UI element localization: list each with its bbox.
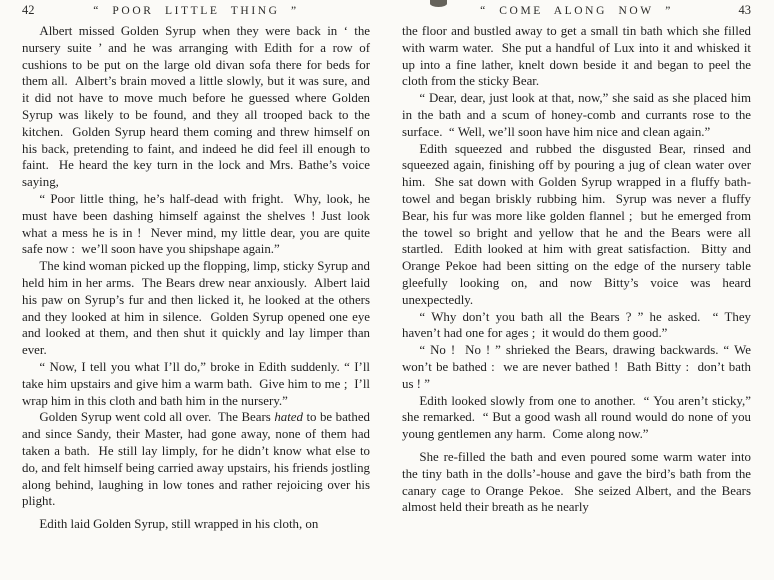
text-run: “ Poor little thing, he’s half-dead with fright. Why, look, he must have been dashing himself against the shelves ! Just look what a mess he is in ! Never mind, my little dear, you are quite safe now : we’ll soon have you shipshape again.” [22,191,370,257]
text-run: Albert missed Golden Syrup when they were back in ‘ the nursery suite ’ and he was arranging with Edith for a row of cushions to be put on the large old divan sofa there for beds for them all. Albert’s brain moved a little slowly, but it was sure, and it did not have to move much before he guessed where Golden Syrup was likely to be found, and they all trooped back to the kitchen. Golden Syrup heard them coming and threw himself on his back, pretending to faint, and indeed he did feel ill enough to faint. He heard the key turn in the lock and Mrs. Bathe’s voice saying, [22,24,370,190]
text-run: She re-filled the bath and even poured some warm water into the tiny bath in the dolls’-house and gave the bird’s bath from the canary cage to Orange Pekoe. She seized Albert, and the Bears almost held their breath as he nearly [402,449,751,515]
page-number-left: 42 [22,3,35,17]
left-page-text [22,23,370,533]
paragraph [402,342,751,392]
running-title-left: “ POOR LITTLE THING ” [93,5,299,17]
text-run: to be bathed and since Sandy, their Master, had gone away, none of them had taken a bath. He still lay limply, for he didn’t know what else to do, and felt himself being carried away upstairs, his friends jostling along behind, laughing in low tones and rather rejoicing over his plight. [22,410,370,509]
italic-text: hated [274,410,303,425]
text-run: the floor and bustled away to get a small tin bath which she filled with warm water. She put a handful of Lux into it and whisked it up into a fine lather, knelt down beside it and began to peel the cloth from the sticky Bear. [402,24,751,89]
right-page [387,0,774,580]
paragraph [402,449,751,516]
paragraph [22,409,370,510]
text-run: “ Why don’t you bath all the Bears ? ” he asked. “ They haven’t had one for ages ; it would do them good.” [402,309,751,341]
paragraph [22,191,370,258]
running-title-right: “ COME ALONG NOW ” [480,5,673,17]
page-number-right: 43 [738,3,751,17]
paragraph [402,23,751,90]
ink-smudge-artifact [430,0,447,7]
paragraph [22,23,370,191]
paragraph [402,309,751,343]
left-page-header [22,3,370,23]
right-page-text [402,23,751,516]
text-run: “ Dear, dear, just look at that, now,” she said as she placed him in the bath and a scum of honey-comb and currants rose to the surface. “ Well, we’ll soon have him nice and clean again.” [402,91,751,139]
text-run: “ No ! No ! ” shrieked the Bears, drawing backwards. “ We won’t be bathed : we are never bathed ! Bath Bitty : don’t bath us ! ” [402,343,751,391]
text-run: Edith squeezed and rubbed the disgusted Bear, rinsed and squeezed again, finishing off by pouring a jug of clean water over him. She sat down with Golden Syrup wrapped in a fluffy bath-towel and began briskly rubbing him. Syrup was never a fluffy Bear, his fur was more like golden flannel ; but he emerged from the towel so bright and yellow that he and the Bears were all startled. Edith looked at him with great satisfaction. Bitty and Orange Pekoe had been sitting on the edge of the nursery table gleefully looking on, and now Bitty’s voice was heard unexpectedly. [402,141,751,307]
paragraph [22,258,370,359]
paragraph [402,141,751,309]
right-page-header [402,3,751,23]
text-run: “ Now, I tell you what I’ll do,” broke in Edith suddenly. “ I’ll take him upstairs and give him a warm bath. Give him to me ; I’ll wrap him in this cloth and bath him in the nursery.” [22,359,370,408]
paragraph [402,393,751,443]
paragraph [402,90,751,140]
text-run: Edith looked slowly from one to another. “ You aren’t sticky,” she remarked. “ But a good wash all round would do none of you young gentlemen any harm. Come along now.” [402,393,751,442]
text-run: The kind woman picked up the flopping, limp, sticky Syrup and held him in her arms. The Bears drew near anxiously. Albert laid his paw on Syrup’s fur and then licked it, he looked at the others and they looked at him in silence. Golden Syrup opened one eye and looked at them, and then shut it quickly and lay limper than ever. [22,259,370,358]
paragraph [22,359,370,409]
paragraph [22,516,370,533]
text-run: Edith laid Golden Syrup, still wrapped in his cloth, on [39,517,319,532]
text-run: Golden Syrup went cold all over. The Bears [39,410,275,425]
